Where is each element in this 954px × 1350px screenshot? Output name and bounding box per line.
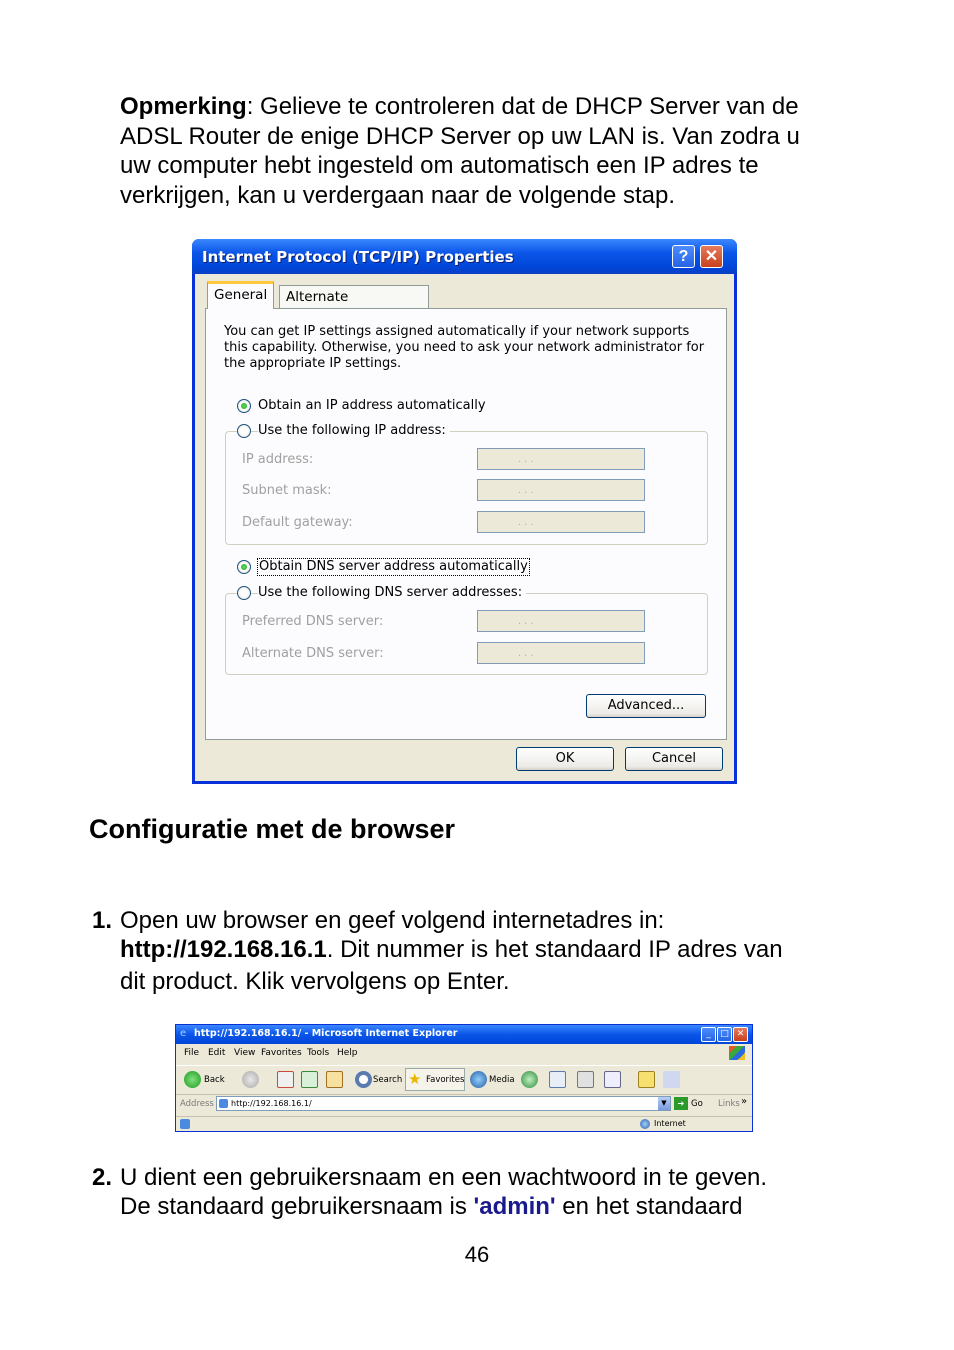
step-2-body: U dient een gebruikersnaam en een wachtwoord in te geven. De standaard gebruikersnaam is 'admin' en het standaard	[120, 1164, 768, 1220]
ie-title: http://192.168.16.1/ - Microsoft Internet Explorer	[194, 1028, 458, 1039]
help-icon[interactable]: ?	[672, 245, 695, 268]
search-label[interactable]: Search	[373, 1075, 403, 1085]
links-label[interactable]: Links	[718, 1099, 740, 1109]
go-arrow-icon[interactable]: ➔	[674, 1097, 688, 1110]
tab-panel-general	[205, 308, 727, 740]
radio-ip-auto-label[interactable]: Obtain an IP address automatically	[258, 398, 486, 413]
ie-statusbar	[176, 1116, 752, 1132]
minimize-icon[interactable]: _	[701, 1027, 716, 1042]
step-1-body: Open uw browser en geef volgend internetadres in: http://192.168.16.1. Dit nummer is het standaard IP adres van dit product. Klik vervolgens op Enter.	[120, 907, 783, 995]
radio-ip-auto[interactable]	[237, 399, 251, 413]
default-username: 'admin'	[473, 1193, 556, 1220]
address-dropdown-icon[interactable]: ▼	[658, 1097, 670, 1110]
ok-button[interactable]: OK	[516, 747, 614, 771]
ip-address-field[interactable]: . . .	[477, 448, 645, 470]
dialog-body	[195, 274, 734, 781]
ie-menubar	[176, 1045, 752, 1061]
menu-tools[interactable]: Tools	[307, 1048, 330, 1058]
ie-titlebar	[176, 1025, 752, 1044]
section-heading: Configuratie met de browser	[89, 814, 456, 844]
mail-icon[interactable]	[549, 1071, 566, 1088]
advanced-button[interactable]: Advanced...	[586, 694, 706, 718]
windows-flag-icon	[729, 1046, 745, 1060]
ie-address-bar	[176, 1095, 752, 1113]
history-icon[interactable]	[521, 1071, 538, 1088]
cancel-button[interactable]: Cancel	[625, 747, 723, 771]
router-url: http://192.168.16.1	[120, 936, 327, 963]
radio-dns-manual[interactable]	[237, 586, 251, 600]
status-page-icon	[180, 1119, 190, 1129]
maximize-icon[interactable]: □	[717, 1027, 732, 1042]
status-zone: Internet	[654, 1119, 686, 1128]
back-icon[interactable]	[184, 1071, 201, 1088]
radio-dns-auto[interactable]	[237, 560, 251, 574]
favorites-label: Favorites	[426, 1075, 465, 1085]
ie-logo-icon: e	[180, 1028, 187, 1039]
page-icon	[219, 1099, 228, 1108]
edit-icon[interactable]	[604, 1071, 621, 1088]
note-line-1: Opmerking: Gelieve te controleren dat de DHCP Server van de	[120, 93, 799, 120]
menu-file[interactable]: File	[184, 1048, 200, 1058]
subnet-mask-field[interactable]: . . .	[477, 479, 645, 501]
close-icon[interactable]: ✕	[733, 1027, 748, 1042]
intro-text: You can get IP settings assigned automatically if your network supports this capability. Otherwise, you need to ask your network administrator for the appropriate IP settings.	[224, 324, 705, 371]
tab-general[interactable]: General	[207, 281, 274, 309]
step-1-number: 1.	[92, 907, 113, 934]
radio-dns-manual-label[interactable]: Use the following DNS server addresses:	[258, 585, 526, 601]
note-paragraph	[120, 92, 850, 210]
menu-help[interactable]: Help	[337, 1048, 358, 1058]
search-icon[interactable]	[355, 1071, 372, 1088]
forward-icon[interactable]	[242, 1071, 259, 1088]
favorites-star-icon: ★	[408, 1070, 422, 1088]
step-2-number: 2.	[92, 1164, 113, 1191]
dialog-title: Internet Protocol (TCP/IP) Properties	[202, 248, 514, 266]
radio-dns-auto-label[interactable]: Obtain DNS server address automatically	[259, 559, 528, 574]
alternate-dns-field[interactable]: . . .	[477, 642, 645, 664]
links-chevron-icon[interactable]: »	[741, 1096, 748, 1107]
radio-ip-manual[interactable]	[237, 424, 251, 438]
note-line-3: uw computer hebt ingesteld om automatisch een IP adres te	[120, 152, 759, 179]
subnet-mask-label: Subnet mask:	[242, 483, 332, 498]
dialog-titlebar	[192, 239, 737, 274]
ip-address-label: IP address:	[242, 452, 314, 467]
page-number: 46	[464, 1242, 490, 1267]
messenger-icon[interactable]	[638, 1071, 655, 1088]
close-icon[interactable]: ✕	[700, 245, 723, 268]
note-line-2: ADSL Router de enige DHCP Server op uw LAN is. Van zodra u	[120, 122, 800, 150]
refresh-icon[interactable]	[301, 1071, 318, 1088]
menu-view[interactable]: View	[234, 1048, 256, 1058]
home-icon[interactable]	[326, 1071, 343, 1088]
menu-edit[interactable]: Edit	[208, 1048, 226, 1058]
stop-icon[interactable]	[277, 1071, 294, 1088]
step-1	[92, 906, 852, 996]
internet-zone-icon	[640, 1119, 650, 1129]
menu-favorites[interactable]: Favorites	[261, 1048, 302, 1058]
address-label: Address	[180, 1099, 214, 1109]
radio-ip-manual-label[interactable]: Use the following IP address:	[258, 423, 450, 439]
media-icon[interactable]	[470, 1071, 487, 1088]
address-input[interactable]: http://192.168.16.1/	[216, 1096, 671, 1111]
ie-browser-window	[175, 1024, 753, 1132]
tab-alternate-configuration[interactable]: Alternate	[279, 285, 429, 309]
print-icon[interactable]	[577, 1071, 594, 1088]
ie-toolbar	[176, 1065, 752, 1095]
default-gateway-field[interactable]: . . .	[477, 511, 645, 533]
discuss-icon[interactable]	[663, 1071, 680, 1088]
preferred-dns-label: Preferred DNS server:	[242, 614, 384, 629]
favorites-button[interactable]	[405, 1068, 465, 1091]
tcpip-properties-dialog	[192, 239, 737, 784]
step-2	[92, 1163, 852, 1223]
back-label[interactable]: Back	[204, 1075, 225, 1085]
media-label[interactable]: Media	[489, 1075, 515, 1085]
preferred-dns-field[interactable]: . . .	[477, 610, 645, 632]
go-button[interactable]: Go	[691, 1099, 703, 1109]
note-label: Opmerking	[120, 93, 247, 120]
note-line-4: verkrijgen, kan u verdergaan naar de volgende stap.	[120, 181, 676, 209]
default-gateway-label: Default gateway:	[242, 515, 353, 530]
alternate-dns-label: Alternate DNS server:	[242, 646, 384, 661]
